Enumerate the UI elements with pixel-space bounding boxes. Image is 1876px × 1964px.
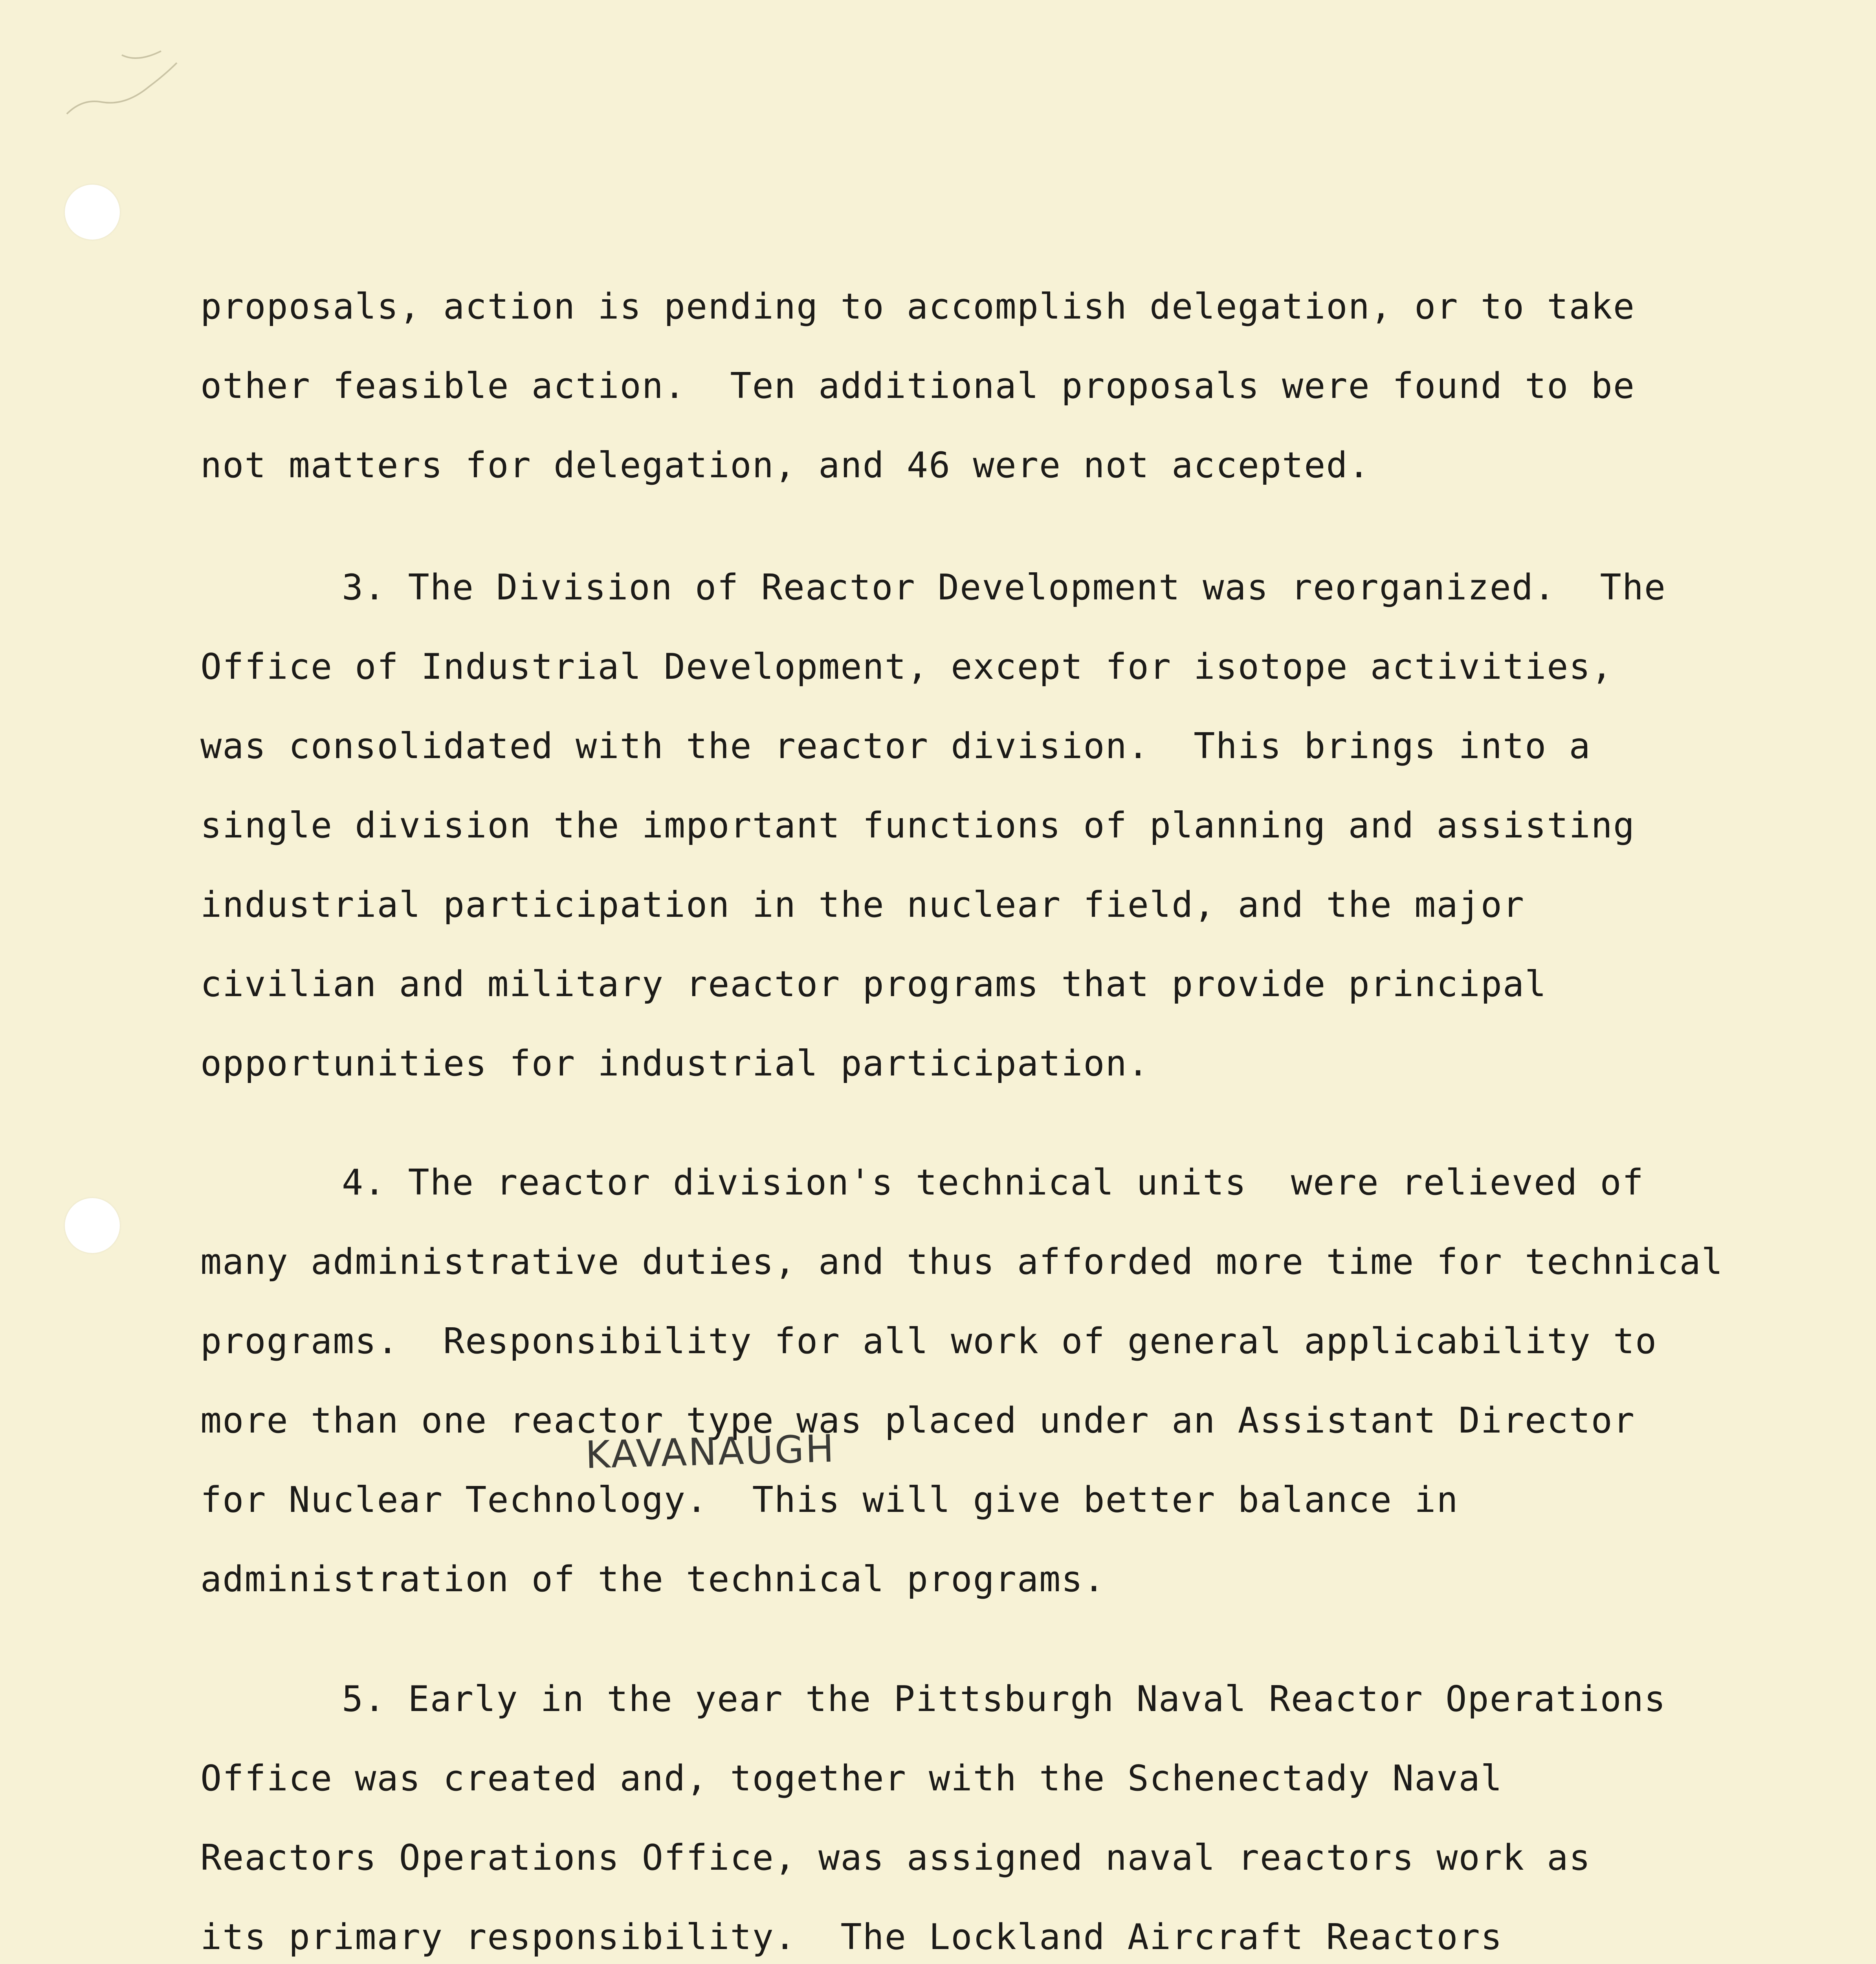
paragraph-3 bbox=[200, 548, 1831, 1103]
paragraph-line: Office was created and, together with the Schenectady Naval bbox=[200, 1758, 1503, 1799]
paragraph-line: was consolidated with the reactor division. This brings into a bbox=[200, 726, 1591, 767]
punch-hole-top bbox=[65, 185, 120, 240]
paragraph-5 bbox=[200, 1660, 1831, 1964]
paragraph-line: 4. The reactor division's technical units were relieved of bbox=[342, 1162, 1644, 1203]
paragraph-line: its primary responsibility. The Lockland Aircraft Reactors bbox=[200, 1916, 1503, 1958]
paragraph-line: many administrative duties, and thus afforded more time for technical bbox=[200, 1241, 1724, 1282]
punch-hole-middle bbox=[65, 1198, 120, 1253]
paragraph-line: single division the important functions of planning and assisting bbox=[200, 805, 1635, 846]
paragraph-line: opportunities for industrial participation. bbox=[200, 1043, 1150, 1084]
paragraph-continuation bbox=[200, 267, 1831, 505]
paragraph-line: programs. Responsibility for all work of general applicability to bbox=[200, 1321, 1658, 1362]
paragraph-line: other feasible action. Ten additional proposals were found to be bbox=[200, 365, 1635, 407]
paragraph-line: administration of the technical programs. bbox=[200, 1559, 1106, 1600]
paragraph-line: not matters for delegation, and 46 were not accepted. bbox=[200, 445, 1370, 486]
paragraph-line: Reactors Operations Office, was assigned naval reactors work as bbox=[200, 1837, 1591, 1878]
handwritten-annotation: KAVANAUGH bbox=[585, 1426, 836, 1477]
paragraph-line: 5. Early in the year the Pittsburgh Naval Reactor Operations bbox=[342, 1678, 1667, 1720]
paragraph-line: proposals, action is pending to accomplish delegation, or to take bbox=[200, 286, 1635, 327]
staple-mark-icon bbox=[59, 39, 185, 126]
paragraph-line: more than one reactor type was placed under an Assistant Director bbox=[200, 1400, 1635, 1441]
paragraph-line: industrial participation in the nuclear field, and the major bbox=[200, 884, 1525, 925]
paragraph-line: for Nuclear Technology. This will give better balance in bbox=[200, 1479, 1459, 1521]
paragraph-line: civilian and military reactor programs that provide principal bbox=[200, 964, 1547, 1005]
paragraph-4 bbox=[200, 1143, 1831, 1619]
paragraph-line: Office of Industrial Development, except for isotope activities, bbox=[200, 646, 1613, 687]
paragraph-line: 3. The Division of Reactor Development was reorganized. The bbox=[342, 567, 1667, 608]
